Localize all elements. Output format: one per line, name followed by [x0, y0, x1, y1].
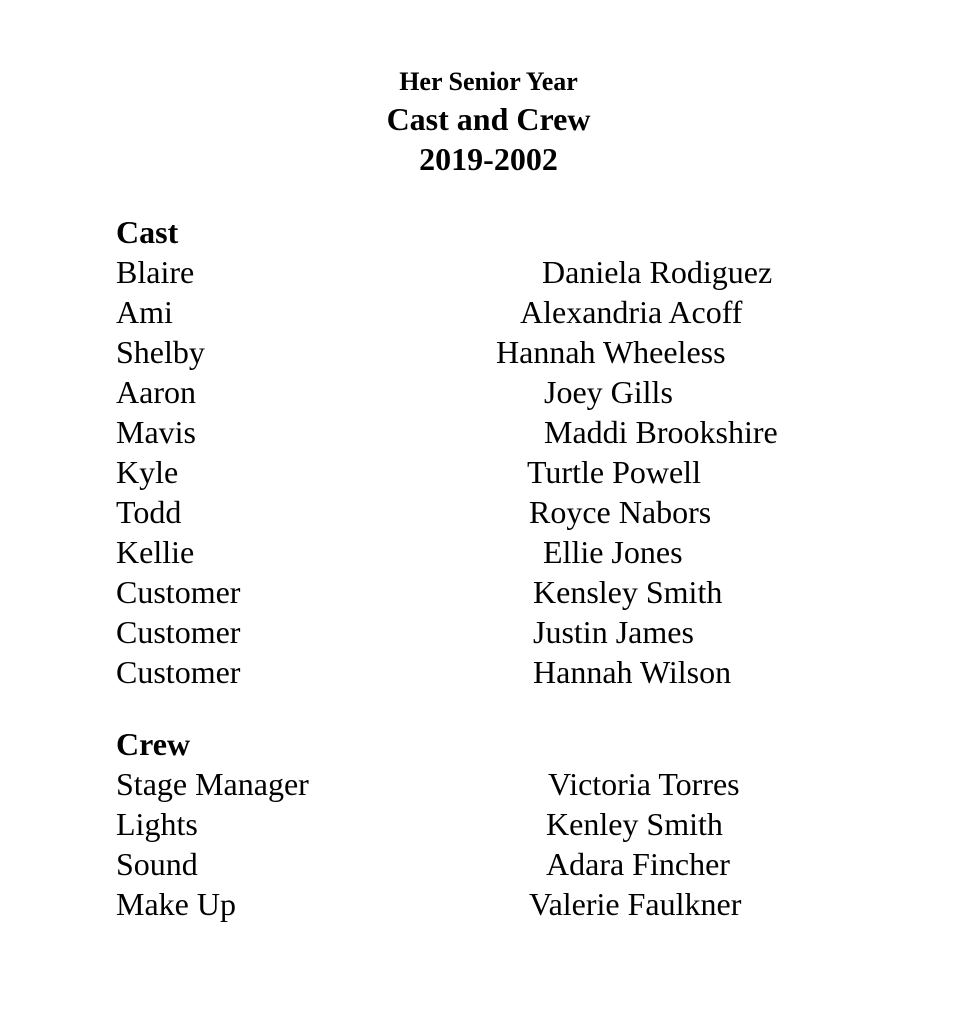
crew-row — [0, 884, 977, 924]
cast-actor: Royce Nabors — [529, 494, 712, 530]
crew-role: Lights — [116, 806, 198, 842]
cast-row — [0, 452, 977, 492]
cast-actor: Hannah Wilson — [533, 654, 732, 690]
cast-row — [0, 532, 977, 572]
cast-role: Mavis — [116, 414, 196, 450]
cast-role: Aaron — [116, 374, 196, 410]
cast-actor: Alexandria Acoff — [520, 294, 743, 330]
cast-actor: Kensley Smith — [533, 574, 723, 610]
cast-row — [0, 332, 977, 372]
cast-row — [0, 372, 977, 412]
cast-actor: Maddi Brookshire — [544, 414, 778, 450]
cast-role: Customer — [116, 614, 241, 650]
cast-row — [0, 252, 977, 292]
cast-role: Ami — [116, 294, 173, 330]
crew-role: Make Up — [116, 886, 236, 922]
cast-role: Shelby — [116, 334, 205, 370]
cast-role: Customer — [116, 654, 241, 690]
crew-role: Sound — [116, 846, 198, 882]
crew-heading: Crew — [116, 726, 191, 762]
crew-member: Kenley Smith — [546, 806, 723, 842]
cast-actor: Justin James — [533, 614, 694, 650]
cast-actor: Ellie Jones — [543, 534, 683, 570]
cast-row — [0, 652, 977, 692]
cast-actor: Joey Gills — [544, 374, 673, 410]
cast-row — [0, 412, 977, 452]
program-title: Her Senior Year — [399, 67, 578, 96]
cast-row — [0, 612, 977, 652]
crew-role: Stage Manager — [116, 766, 309, 802]
cast-role: Todd — [116, 494, 182, 530]
cast-actor: Hannah Wheeless — [496, 334, 726, 370]
program-years: 2019-2002 — [419, 141, 558, 177]
cast-row — [0, 492, 977, 532]
crew-member: Victoria Torres — [548, 766, 740, 802]
cast-actor: Turtle Powell — [527, 454, 701, 490]
crew-member: Valerie Faulkner — [529, 886, 742, 922]
cast-heading: Cast — [116, 214, 179, 250]
cast-role: Kyle — [116, 454, 179, 490]
crew-member: Adara Fincher — [546, 846, 730, 882]
cast-actor: Daniela Rodiguez — [542, 254, 773, 290]
crew-row — [0, 804, 977, 844]
cast-row — [0, 572, 977, 612]
cast-role: Kellie — [116, 534, 195, 570]
cast-role: Blaire — [116, 254, 195, 290]
program-subtitle: Cast and Crew — [386, 101, 591, 137]
crew-row — [0, 764, 977, 804]
crew-row — [0, 844, 977, 884]
cast-row — [0, 292, 977, 332]
cast-role: Customer — [116, 574, 241, 610]
